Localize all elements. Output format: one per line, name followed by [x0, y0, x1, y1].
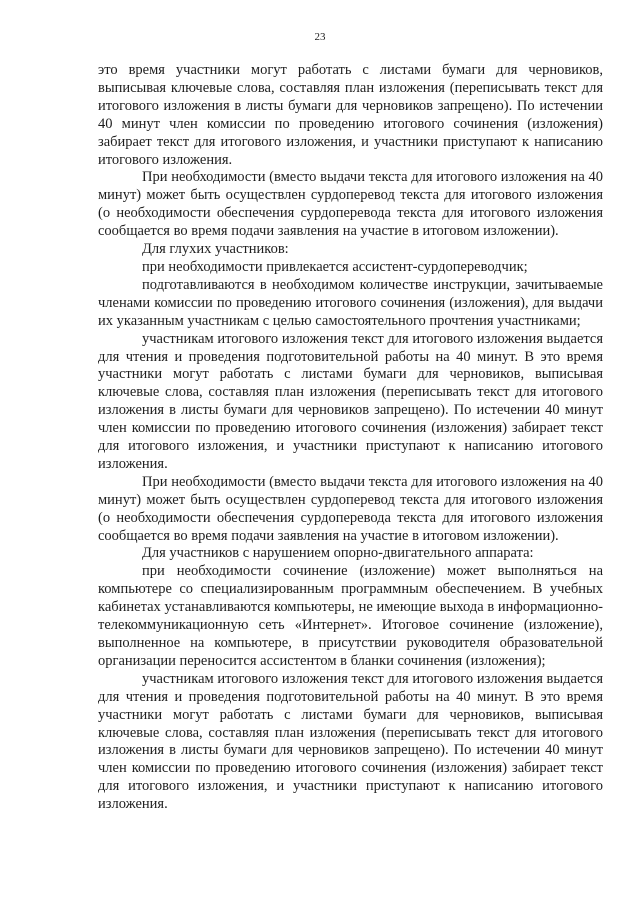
paragraph: при необходимости привлекается ассистент-сурдопереводчик;	[142, 258, 528, 275]
paragraph: При необходимости (вместо выдачи текста для итогового изложения на 40 минут) может быть осуществлен сурдоперевод текста для итогового изложения (о необходимости обеспечения сурдоперевода текста для итогового изложения сообщается во время подачи заявления на участие в итоговом изложении).	[98, 473, 603, 544]
paragraph: Для участников с нарушением опорно-двигательного аппарата:	[142, 545, 534, 562]
paragraph: подготавливаются в необходимом количестве инструкции, зачитываемые членами комиссии по проведению итогового сочинения (изложения), для выдачи их указанным участникам с целью самостоятельного прочтения участниками;	[98, 276, 603, 329]
paragraph: участникам итогового изложения текст для итогового изложения выдается для чтения и проведения подготовительной работы на 40 минут. В это время участники могут работать с листами бумаги для черновиков, выписывая ключевые слова, составляя план изложения (переписывать текст для итогового изложения в листы бумаги для черновиков запрещено). По истечении 40 минут член комиссии по проведению итогового сочинения (изложения) забирает текст для итогового изложения, и участники приступают к написанию итогового изложения.	[98, 330, 603, 472]
paragraph: при необходимости сочинение (изложение) может выполняться на компьютере со специализированным программным обеспечением. В учебных кабинетах устанавливаются компьютеры, не имеющие выхода в информационно-телекоммуникационную сеть «Интернет». Итоговое сочинение (изложение), выполненное на компьютере, в присутствии руководителя образовательной организации переносится ассистентом в бланки сочинения (изложения);	[98, 563, 603, 669]
paragraph: Для глухих участников:	[142, 241, 289, 258]
body-text	[98, 62, 603, 814]
paragraph: это время участники могут работать с листами бумаги для черновиков, выписывая ключевые слова, составляя план изложения (переписывать текст для итогового изложения в листы бумаги для черновиков запрещено). По истечении 40 минут член комиссии по проведению итогового сочинения (изложения) забирает текст для итогового изложения, и участники приступают к написанию итогового изложения.	[98, 62, 603, 168]
page-number: 23	[314, 31, 326, 43]
paragraph: участникам итогового изложения текст для итогового изложения выдается для чтения и проведения подготовительной работы на 40 минут. В это время участники могут работать с листами бумаги для черновиков, выписывая ключевые слова, составляя план изложения (переписывать текст для итогового изложения в листы бумаги для черновиков запрещено). По истечении 40 минут член комиссии по проведению итогового сочинения (изложения) забирает текст для итогового изложения, и участники приступают к написанию итогового изложения.	[98, 670, 603, 813]
paragraph: При необходимости (вместо выдачи текста для итогового изложения на 40 минут) может быть осуществлен сурдоперевод текста для итогового изложения (о необходимости обеспечения сурдоперевода текста для итогового изложения сообщается во время подачи заявления на участие в итоговом изложении).	[98, 169, 603, 240]
